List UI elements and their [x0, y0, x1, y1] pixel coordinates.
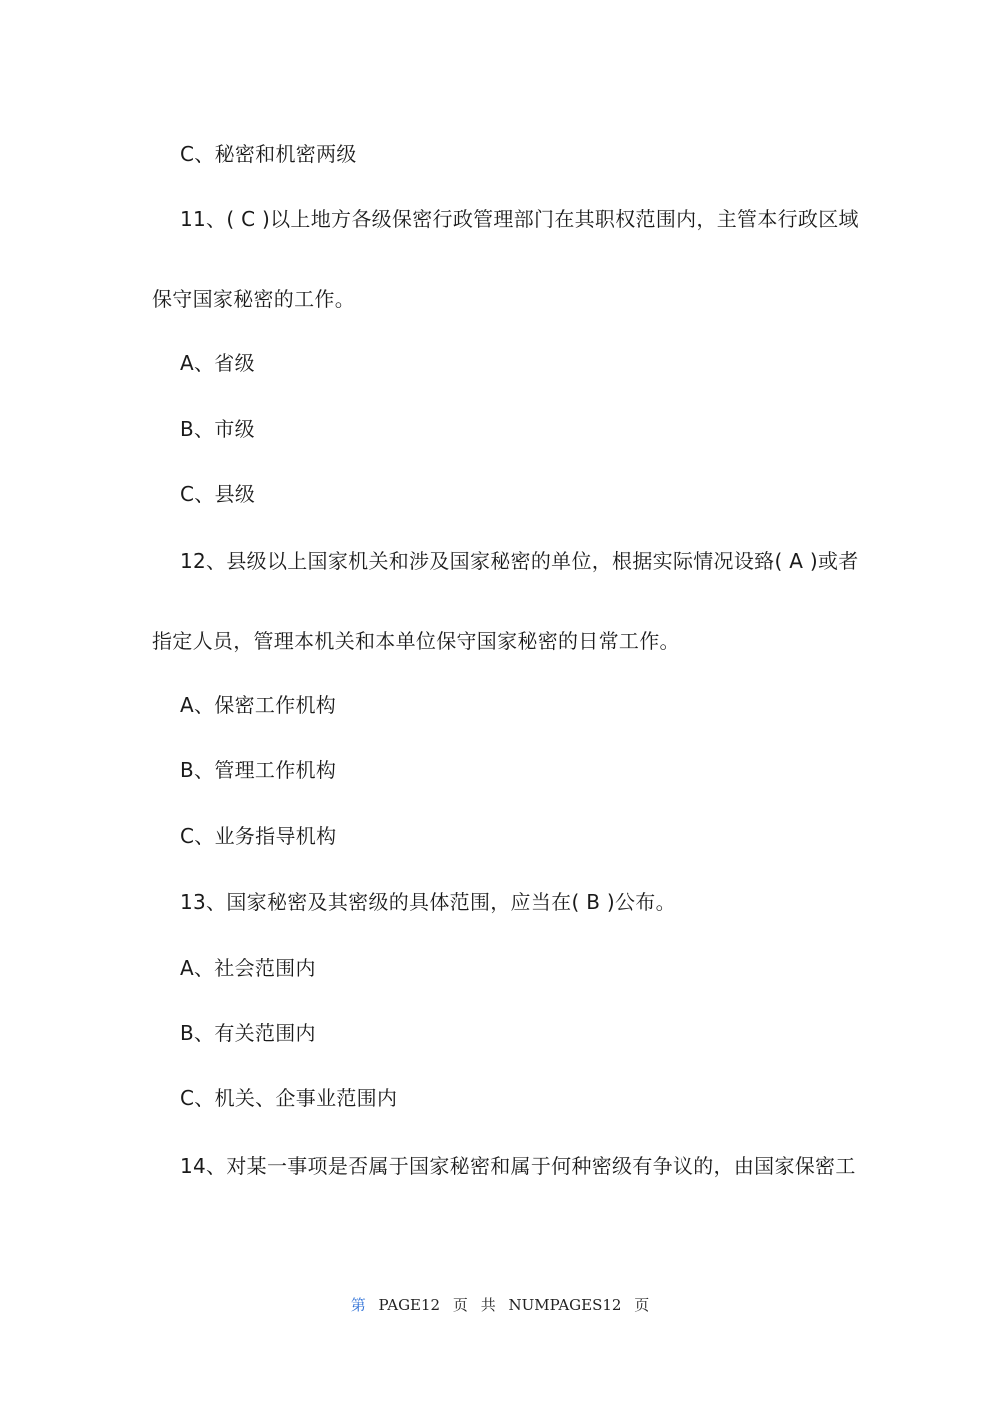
q12-option-b: B、管理工作机构 [180, 758, 337, 782]
q11-stem-line2: 保守国家秘密的工作。 [152, 287, 355, 311]
q12-option-c: C、业务指导机构 [180, 824, 337, 848]
q11-stem-line1: 11、( C )以上地方各级保密行政管理部门在其职权范围内，主管本行政区域 [180, 207, 859, 231]
footer-suffix: 页 [634, 1296, 650, 1314]
footer-numpages-field: NUMPAGES12 [508, 1296, 622, 1314]
q13-option-b: B、有关范围内 [180, 1021, 316, 1045]
q12-stem-line1: 12、县级以上国家机关和涉及国家秘密的单位，根据实际情况设臵( A )或者 [180, 549, 859, 573]
q11-option-a: A、省级 [180, 351, 255, 375]
q13-stem-line1: 13、国家秘密及其密级的具体范围，应当在( B )公布。 [180, 890, 676, 914]
q11-option-c: C、县级 [180, 482, 256, 506]
footer-page-field: PAGE12 [378, 1296, 441, 1314]
footer-prefix: 第 [350, 1296, 366, 1314]
q13-option-a: A、社会范围内 [180, 956, 316, 980]
footer-total-word: 共 [480, 1296, 496, 1314]
q14-stem-line1: 14、对某一事项是否属于国家秘密和属于何种密级有争议的，由国家保密工 [180, 1154, 856, 1178]
q12-option-a: A、保密工作机构 [180, 693, 337, 717]
footer-page-word: 页 [452, 1296, 468, 1314]
q13-option-c: C、机关、企事业范围内 [180, 1086, 398, 1110]
page-footer [0, 1295, 1000, 1315]
q11-option-b: B、市级 [180, 417, 255, 441]
q10-option-c: C、秘密和机密两级 [180, 142, 357, 166]
q12-stem-line2: 指定人员，管理本机关和本单位保守国家秘密的日常工作。 [152, 629, 680, 653]
